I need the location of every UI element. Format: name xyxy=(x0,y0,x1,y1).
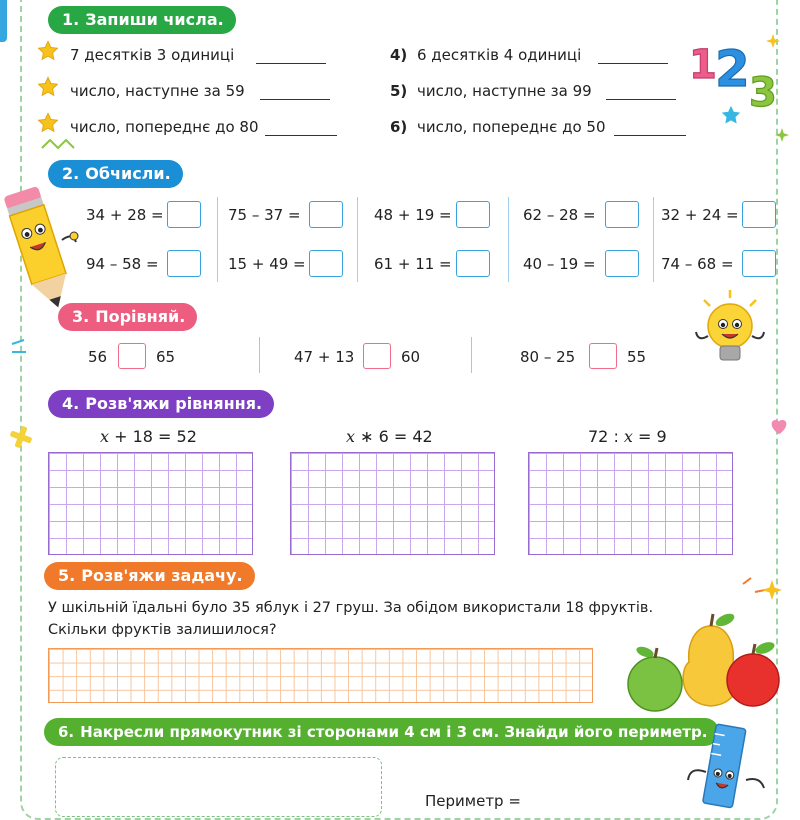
equation-1 xyxy=(100,427,197,447)
expression: 94 – 58 = xyxy=(86,255,159,273)
column-divider xyxy=(508,197,509,282)
task-4-text: 6 десятків 4 одиниці xyxy=(417,46,582,64)
section-1-header xyxy=(48,6,236,34)
work-grid[interactable] xyxy=(290,452,495,555)
section-1-number: 1. xyxy=(62,10,80,29)
perimeter-label: Периметр = xyxy=(425,792,521,810)
star-icon xyxy=(37,76,59,98)
task-1-text: 7 десятків 3 одиниці xyxy=(70,46,235,64)
compare-sign-box[interactable] xyxy=(118,343,146,369)
compare-divider xyxy=(259,337,260,373)
heart-icon xyxy=(768,415,790,437)
fruits-icon xyxy=(625,578,785,718)
column-divider xyxy=(357,197,358,282)
compare-divider xyxy=(471,337,472,373)
answer-line-5[interactable] xyxy=(606,99,676,100)
task-3-text: число, попереднє до 80 xyxy=(70,118,259,136)
expression: 40 – 19 = xyxy=(523,255,596,273)
digit-3: 3 xyxy=(749,70,777,116)
variable: x xyxy=(623,427,633,446)
work-grid[interactable] xyxy=(48,452,253,555)
section-4-header xyxy=(48,390,274,418)
digit-1: 1 xyxy=(689,42,717,88)
section-5-header xyxy=(44,562,255,590)
compare-right: 60 xyxy=(401,348,421,366)
expression: 61 + 11 = xyxy=(374,255,452,273)
section-4-number: 4. xyxy=(62,394,80,413)
expression: 48 + 19 = xyxy=(374,206,452,224)
section-5-title: Розв'яжи задачу. xyxy=(81,566,243,585)
equation-3 xyxy=(588,427,667,447)
answer-line-2[interactable] xyxy=(260,99,330,100)
ruler-character-icon xyxy=(680,722,770,800)
section-6-number: 6. xyxy=(58,723,75,741)
answer-box[interactable] xyxy=(309,250,343,277)
compare-sign-box[interactable] xyxy=(363,343,391,369)
section-4-title: Розв'яжи рівняння. xyxy=(85,394,263,413)
problem-text-line-1: У шкільній їдальні було 35 яблук і 27 груш. За обідом використали 18 фруктів. xyxy=(48,600,654,616)
answer-line-3[interactable] xyxy=(265,135,337,136)
zigzag-icon xyxy=(40,134,80,154)
drawing-area[interactable] xyxy=(55,757,382,817)
compare-right: 55 xyxy=(627,348,647,366)
answer-line-1[interactable] xyxy=(256,63,326,64)
sparkle-lines-icon xyxy=(10,338,32,360)
section-6-title: Накресли прямокутник зі сторонами 4 см і 3 см. Знайди його периметр. xyxy=(80,723,708,741)
equation-rest: ∗ 6 = 42 xyxy=(355,427,433,446)
column-divider xyxy=(217,197,218,282)
answer-box[interactable] xyxy=(605,201,639,228)
answer-box[interactable] xyxy=(167,201,201,228)
equation-prefix: 72 : xyxy=(588,427,624,446)
task-5-number: 5) xyxy=(390,82,408,100)
lightbulb-character-icon xyxy=(690,288,770,380)
star-icon xyxy=(720,104,742,126)
compare-left: 80 – 25 xyxy=(520,348,576,366)
expression: 15 + 49 = xyxy=(228,255,306,273)
answer-box[interactable] xyxy=(456,250,490,277)
task-6-text: число, попереднє до 50 xyxy=(417,118,606,136)
star-icon xyxy=(37,112,59,134)
expression: 75 – 37 = xyxy=(228,206,301,224)
variable: x xyxy=(346,427,356,446)
section-6-header xyxy=(44,718,719,746)
expression: 74 – 68 = xyxy=(661,255,734,273)
compare-right: 65 xyxy=(156,348,176,366)
compare-sign-box[interactable] xyxy=(589,343,617,369)
answer-line-6[interactable] xyxy=(614,135,686,136)
task-6-number: 6) xyxy=(390,118,408,136)
answer-box[interactable] xyxy=(167,250,201,277)
problem-text-line-2: Скільки фруктів залишилося? xyxy=(48,622,277,638)
answer-box[interactable] xyxy=(456,201,490,228)
task-4-number: 4) xyxy=(390,46,408,64)
equation-rest: = 9 xyxy=(632,427,667,446)
section-1-title: Запиши числа. xyxy=(85,10,224,29)
answer-box[interactable] xyxy=(605,250,639,277)
variable: x xyxy=(100,427,110,446)
section-2-number: 2. xyxy=(62,164,80,183)
section-5-number: 5. xyxy=(58,566,76,585)
task-5-text: число, наступне за 99 xyxy=(417,82,592,100)
pencil-character-icon xyxy=(0,170,82,320)
sparkle-icon xyxy=(766,34,780,48)
section-3-title: Порівняй. xyxy=(95,307,186,326)
answer-line-4[interactable] xyxy=(598,63,668,64)
equation-2 xyxy=(346,427,433,447)
work-grid[interactable] xyxy=(528,452,733,555)
solution-grid[interactable] xyxy=(48,648,593,703)
sparkle-icon xyxy=(775,128,789,142)
answer-box[interactable] xyxy=(742,250,776,277)
section-3-number: 3. xyxy=(72,307,90,326)
plus-sign-icon xyxy=(8,424,34,450)
digit-2: 2 xyxy=(715,40,750,98)
left-color-strip xyxy=(0,0,7,42)
expression: 34 + 28 = xyxy=(86,206,164,224)
equation-rest: + 18 = 52 xyxy=(109,427,197,446)
column-divider xyxy=(653,197,654,282)
expression: 32 + 24 = xyxy=(661,206,739,224)
section-2-title: Обчисли. xyxy=(85,164,171,183)
compare-left: 47 + 13 xyxy=(294,348,355,366)
expression: 62 – 28 = xyxy=(523,206,596,224)
compare-left: 56 xyxy=(88,348,108,366)
sparkle-icon xyxy=(762,580,782,600)
answer-box[interactable] xyxy=(742,201,776,228)
answer-box[interactable] xyxy=(309,201,343,228)
star-icon xyxy=(37,40,59,62)
task-2-text: число, наступне за 59 xyxy=(70,82,245,100)
